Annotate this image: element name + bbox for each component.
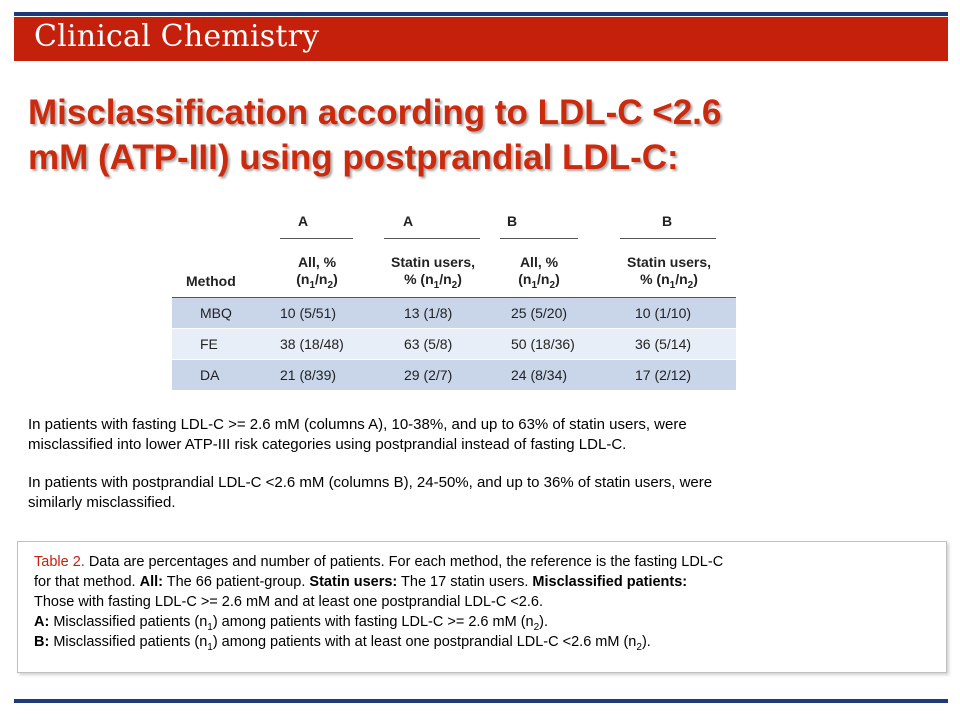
- footnote-line-1: [34, 552, 723, 572]
- para1-line1: In patients with fasting LDL-C >= 2.6 mM (columns A), 10-38%, and up to 63% of statin users, were: [28, 416, 687, 433]
- table-row: [172, 298, 736, 328]
- table-row: [172, 329, 736, 359]
- col-letter-3: B: [506, 213, 518, 229]
- slide-title: [28, 90, 928, 180]
- statin-label: Statin users:: [309, 574, 398, 590]
- subscript: 2: [636, 641, 642, 653]
- col-rule-4: [620, 238, 716, 239]
- b-label: B:: [34, 634, 50, 650]
- footnote-text: The 66 patient-group.: [166, 574, 306, 590]
- row-cell: 13 (1/8): [404, 305, 453, 321]
- row-cell: 10 (5/51): [280, 305, 337, 321]
- slide-title-line2: mM (ATP-III) using postprandial LDL-C:: [28, 138, 679, 177]
- row-cell: 10 (1/10): [635, 305, 692, 321]
- footnote-line-3: Those with fasting LDL-C >= 2.6 mM and at least one postprandial LDL-C <2.6.: [34, 594, 543, 610]
- row-cell: 29 (2/7): [404, 367, 453, 383]
- footnote-line-5: [34, 632, 651, 658]
- subheader-1: [272, 254, 362, 294]
- top-blue-rule: [14, 12, 948, 16]
- subheader-1-line2: $(n_1/n_2)$: [296, 271, 338, 291]
- subscript: 1: [207, 621, 213, 633]
- footnote-line-2: [34, 572, 687, 592]
- slide-title-line1: Misclassification according to LDL-C <2.6: [28, 93, 722, 132]
- subheader-2-line2: % $(n_1/n_2)$: [404, 271, 462, 291]
- subheader-4: [614, 254, 724, 294]
- col-rule-3: [500, 238, 578, 239]
- subheader-3: [494, 254, 584, 294]
- row-cell: 25 (5/20): [511, 305, 568, 321]
- footnote-text: The 17 statin users.: [401, 574, 529, 590]
- row-cell: 24 (8/34): [511, 367, 568, 383]
- subheader-4-line1: Statin users,: [626, 254, 712, 270]
- para2-line1: In patients with postprandial LDL-C <2.6 mM (columns B), 24-50%, and up to 36% of statin users, were: [28, 474, 713, 491]
- col-letter-2: A: [402, 213, 414, 229]
- paragraph-columns-a: [28, 415, 908, 455]
- footnote-text: Data are percentages and number of patients. For each method, the reference is the fasting LDL-C: [88, 554, 724, 570]
- row-method: MBQ: [200, 305, 232, 321]
- row-cell: 50 (18/36): [511, 336, 575, 352]
- journal-banner: [14, 17, 948, 61]
- para1-line2: misclassified into lower ATP-III risk categories using postprandial instead of fasting LDL-C.: [28, 436, 627, 453]
- subscript: 1: [207, 641, 213, 653]
- subheader-3-line1: All, %: [519, 254, 559, 270]
- col-letter-1: A: [297, 213, 309, 229]
- a-label: A:: [34, 614, 50, 630]
- col-letter-4: B: [661, 213, 673, 229]
- table-row: [172, 360, 736, 390]
- footnote-text: Misclassified patients (n: [53, 614, 208, 630]
- para2-line2: similarly misclassified.: [28, 494, 176, 511]
- subheader-4-line2: % $(n_1/n_2)$: [640, 271, 698, 291]
- row-cell: 21 (8/39): [280, 367, 337, 383]
- footnote-text: ).: [641, 634, 651, 650]
- table-footnote: [17, 541, 947, 673]
- col-rule-2: [384, 238, 480, 239]
- all-label: All:: [139, 574, 163, 590]
- journal-title: Clinical Chemistry: [34, 19, 320, 54]
- paragraph-columns-b: [28, 473, 908, 513]
- bottom-blue-rule: [14, 699, 948, 703]
- method-header: Method: [186, 273, 236, 289]
- row-cell: 36 (5/14): [635, 336, 692, 352]
- row-cell: 63 (5/8): [404, 336, 453, 352]
- subscript: 2: [533, 621, 540, 633]
- row-method: DA: [200, 367, 220, 383]
- subheader-2-line1: Statin users,: [390, 254, 476, 270]
- subheader-2: [378, 254, 488, 294]
- misclassified-label: Misclassified patients:: [532, 574, 688, 590]
- footnote-text: ) among patients with fasting LDL-C >= 2.6 mM (n: [212, 614, 534, 630]
- col-rule-1: [280, 238, 353, 239]
- footnote-text: ).: [539, 614, 549, 630]
- footnote-text: Misclassified patients (n: [53, 634, 208, 650]
- row-cell: 38 (18/48): [280, 336, 344, 352]
- table-label: Table 2.: [34, 554, 85, 570]
- row-method: FE: [200, 336, 218, 352]
- subheader-3-line2: $(n_1/n_2)$: [518, 271, 560, 291]
- footnote-text: for that method.: [34, 574, 136, 590]
- footnote-text: ) among patients with at least one postprandial LDL-C <2.6 mM (n: [212, 634, 637, 650]
- subheader-1-line1: All, %: [297, 254, 337, 270]
- row-cell: 17 (2/12): [635, 367, 692, 383]
